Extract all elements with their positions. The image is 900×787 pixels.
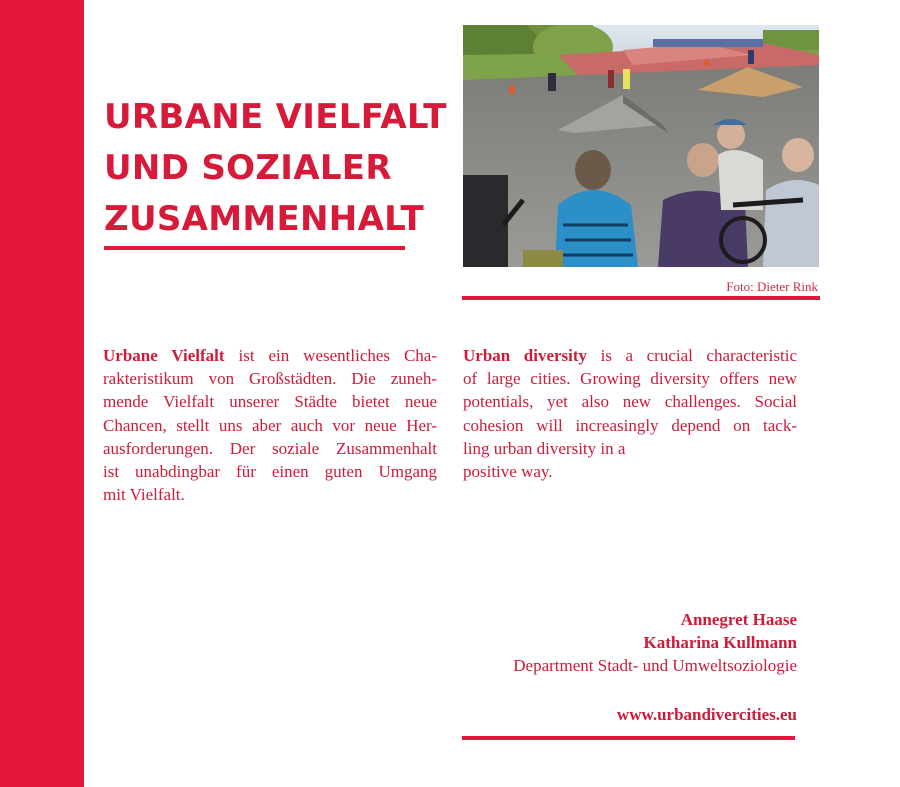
english-paragraph [463, 344, 797, 483]
author-department: Department Stadt- und Umweltsoziologie [513, 656, 797, 675]
german-line-1: Urbane Vielfalt ist ein wesentliches Cha- [103, 346, 437, 365]
german-line-4: Chancen, stellt uns aber auch vor neue Her- [103, 415, 437, 435]
author-name-2: Katharina Kullmann [643, 633, 797, 652]
page-title [104, 92, 447, 245]
english-line-4: cohesion will increasingly depend on tack- [463, 415, 797, 435]
title-line-2: UND SOZIALER [104, 148, 392, 188]
english-line-5: ling urban diversity in a [463, 438, 626, 458]
german-line-6: ist unabdingbar für einen guten Umgang [103, 462, 437, 482]
english-line-3: potentials, yet also new challenges. Social [463, 392, 797, 412]
english-line-1: Urban diversity is a crucial characteristic [463, 346, 798, 365]
bottom-divider [462, 736, 795, 740]
german-line-3: mende Vielfalt unserer Städte bietet neue [103, 392, 437, 412]
title-line-3: ZUSAMMENHALT [104, 199, 425, 239]
german-line-7: mit Vielfalt. [103, 485, 185, 505]
title-line-1: URBANE VIELFALT [104, 97, 447, 137]
author-block [440, 608, 797, 677]
english-line-6: positive way. [463, 462, 553, 482]
english-line-2: of large cities. Growing diversity offers new [463, 369, 797, 389]
german-lead: Urbane Vielfalt [103, 346, 225, 365]
website-link[interactable]: www.urbandivercities.eu [616, 705, 797, 724]
photo-divider [462, 296, 820, 300]
german-paragraph [103, 344, 437, 506]
skatepark-photo [463, 25, 819, 267]
side-accent-bar [0, 0, 84, 787]
title-divider [104, 246, 405, 250]
photo-caption: Foto: Dieter Rink [726, 279, 818, 294]
german-line-5: ausforderungen. Der soziale Zusammenhalt [103, 438, 437, 458]
english-lead: Urban diversity [463, 346, 588, 365]
german-line-2: rakteristikum von Großstädten. Die zuneh- [103, 369, 437, 389]
author-name-1: Annegret Haase [680, 610, 797, 629]
